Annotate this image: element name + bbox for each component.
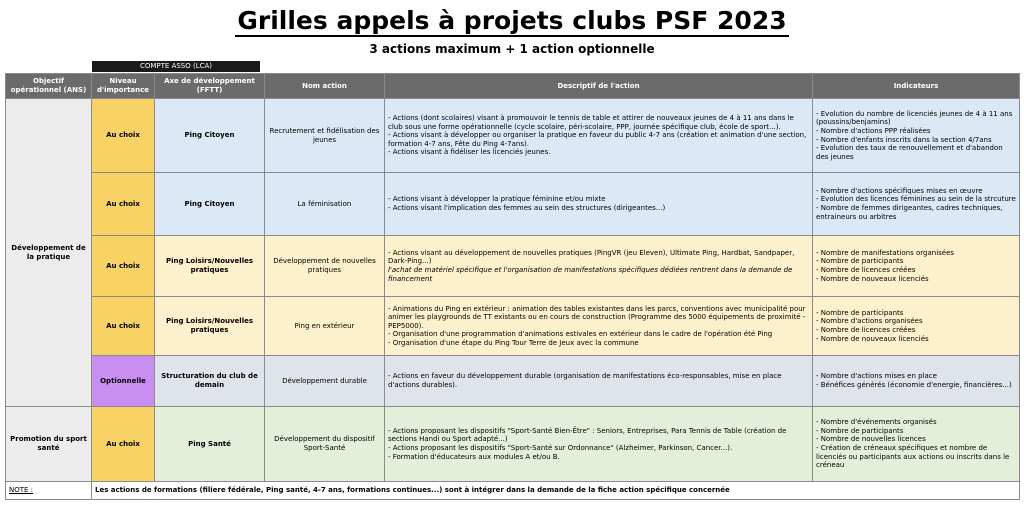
axe-cell: Ping Loisirs/Nouvelles pratiques — [155, 297, 265, 356]
indicator-line: - Nombre d'actions spécifiques mises en œuvre — [816, 186, 983, 195]
note-label: NOTE : — [6, 482, 92, 500]
indicators-cell — [813, 356, 1020, 407]
axe-cell: Ping Citoyen — [155, 173, 265, 236]
description-cell — [385, 236, 813, 297]
indicator-line: - Nombre de licences créées — [816, 326, 916, 334]
indicator-line: - Nombre de participants — [816, 308, 904, 317]
indicator-line: - Nombre d'enfants inscrits dans la section 4/7ans — [816, 135, 992, 144]
action-name-cell: Développement de nouvelles pratiques — [265, 236, 385, 297]
axe-cell: Ping Loisirs/Nouvelles pratiques — [155, 236, 265, 297]
objective-developpement: Développement de la pratique — [6, 99, 92, 407]
indicator-line: - Nombre d'actions organisées — [816, 317, 923, 326]
description-line: - Organisation d'une programmation d'animations estivales en extérieur dans le cadre de l'opération été Ping — [388, 330, 773, 339]
page-title — [0, 6, 1024, 35]
header-objectif: Objectif opérationnel (ANS) — [6, 74, 92, 99]
description-line: - Actions visant au développement de nouvelles pratiques (PingVR (jeu Eleven), Ultimate Ping, Hardbat, Sandpaper, Dark-Ping...) — [388, 248, 795, 266]
description-line: - Actions visant à fidéliser les licenciés jeunes. — [388, 148, 551, 157]
axe-cell: Ping Santé — [155, 407, 265, 482]
indicator-line: - Bénéfices générés (économie d'energie, financières...) — [816, 381, 1012, 389]
indicators-cell — [813, 173, 1020, 236]
indicators-cell — [813, 407, 1020, 482]
page-subtitle: 3 actions maximum + 1 action optionnelle — [369, 42, 655, 56]
description-italic-note: l'achat de matériel spécifique et l'organisation de manifestations spécifiques dédiées rentrent dans la demande de financement — [388, 266, 793, 283]
header-descriptif: Descriptif de l'action — [385, 74, 813, 99]
importance-cell: Au choix — [92, 99, 155, 173]
importance-cell: Au choix — [92, 236, 155, 297]
importance-cell-optional: Optionnelle — [92, 356, 155, 407]
indicators-cell — [813, 297, 1020, 356]
indicator-line: - Evolution du nombre de licenciés jeunes de 4 à 11 ans (poussins/benjamins) — [816, 109, 1013, 127]
description-line: - Actions visant à développer ou organiser la pratique en faveur du public 4-7 ans (création et animation d'une section, formation 4-7 ans, Fête du Ping 4-7ans). — [388, 131, 807, 148]
indicator-line: - Création de créneaux spécifiques et nombre de licenciés ou participants aux actions ou inscrits dans le créneau — [816, 444, 1010, 470]
table-row — [6, 407, 1020, 482]
note-text: Les actions de formations (filiere fédérale, Ping santé, 4-7 ans, formations continues...) sont à intégrer dans la demande de la fiche action spécifique concernée — [92, 482, 1020, 500]
description-cell — [385, 407, 813, 482]
importance-cell: Au choix — [92, 173, 155, 236]
page-title-text: Grilles appels à projets clubs PSF 2023 — [237, 6, 787, 35]
indicator-line: - Nombre d'actions mises en place — [816, 372, 937, 381]
projects-grid — [5, 73, 1020, 500]
description-cell — [385, 297, 813, 356]
description-line: - Actions visant à développer la pratique féminine et/ou mixte — [388, 195, 606, 204]
indicator-line: - Evolution des taux de renouvellement et d'abandon des jeunes — [816, 144, 1003, 161]
objective-sport-sante: Promotion du sport santé — [6, 407, 92, 482]
indicator-line: - Nombre d'événements organisés — [816, 418, 937, 427]
description-line: - Formation d'éducateurs aux modules A et/ou B. — [388, 452, 560, 461]
indicator-line: - Evolution des licences féminines au sein de la strcuture — [816, 195, 1016, 204]
header-niveau: Niveau d'importance — [92, 74, 155, 99]
action-name-cell: Développement durable — [265, 356, 385, 407]
description-line: - Actions (dont scolaires) visant à promouvoir le tennis de table et attirer de nouveaux jeunes de 4 à 11 ans dans le club sous une forme opérationnelle (cycle scolaire, péri-scolaire, PPP, journée spécifique club, école de sport...). — [388, 114, 794, 131]
indicator-line: - Nombre de nouveaux licenciés — [816, 274, 929, 283]
description-line: - Organisation d'une étape du Ping Tour Terre de Jeux avec la commune — [388, 338, 639, 347]
header-indicateurs: Indicateurs — [813, 74, 1020, 99]
description-line: - Actions proposant les dispositifs "Sport-Santé Bien-Être" : Seniors, Entreprises, Para Tennis de Table (création de sections Handi ou Sport adapté...) — [388, 426, 787, 444]
header-nom: Nom action — [265, 74, 385, 99]
table-row — [6, 356, 1020, 407]
axe-cell: Ping Citoyen — [155, 99, 265, 173]
indicator-line: - Nombre de licences créées — [816, 266, 916, 274]
note-row — [6, 482, 1020, 500]
indicator-line: - Nombre de nouvelles licences — [816, 435, 926, 444]
table-row — [6, 297, 1020, 356]
description-line: - Actions proposant les dispositifs "Sport-Santé sur Ordonnance" (Alzheimer, Parkinson, Cancer...). — [388, 444, 733, 452]
compte-asso-text: COMPTE ASSO (LCA) — [139, 62, 213, 70]
table-row — [6, 173, 1020, 236]
header-axe: Axe de développement (FFTT) — [155, 74, 265, 99]
indicator-line: - Nombre de nouveaux licenciés — [816, 334, 929, 343]
action-name-cell: Développement du dispositif Sport-Santé — [265, 407, 385, 482]
header-row — [6, 74, 1020, 99]
description-line: - Actions en faveur du développement durable (organisation de manifestations éco-responsables, mise en place d'actions durables). — [388, 372, 782, 389]
description-cell — [385, 99, 813, 173]
indicator-line: - Nombre de femmes dirigeantes, cadres techniques, entraineurs ou arbitres — [816, 204, 1003, 221]
compte-asso-label — [92, 61, 260, 72]
indicator-line: - Nombre de participants — [816, 426, 904, 435]
axe-cell: Structuration du club de demain — [155, 356, 265, 407]
indicator-line: - Nombre de manifestations organisées — [816, 248, 955, 257]
description-line: - Animations du Ping en extérieur : animation des tables existantes dans les parcs, conventions avec municipalité pour animer les playgrounds de TT existants ou en cours de construction (Programme des 5000 équipements de proximité - PEP5000). — [388, 304, 806, 330]
action-name-cell: Ping en extérieur — [265, 297, 385, 356]
description-line: - Actions visant l'implication des femmes au sein des structures (dirigeantes...) — [388, 204, 666, 212]
table-row — [6, 99, 1020, 173]
description-cell — [385, 173, 813, 236]
importance-cell: Au choix — [92, 407, 155, 482]
action-name-cell: La féminisation — [265, 173, 385, 236]
indicator-line: - Nombre d'actions PPP réalisées — [816, 126, 931, 135]
importance-cell: Au choix — [92, 297, 155, 356]
table-row — [6, 236, 1020, 297]
indicators-cell — [813, 236, 1020, 297]
indicator-line: - Nombre de participants — [816, 257, 904, 266]
description-cell — [385, 356, 813, 407]
action-name-cell: Recrutement et fidélisation des jeunes — [265, 99, 385, 173]
indicators-cell — [813, 99, 1020, 173]
